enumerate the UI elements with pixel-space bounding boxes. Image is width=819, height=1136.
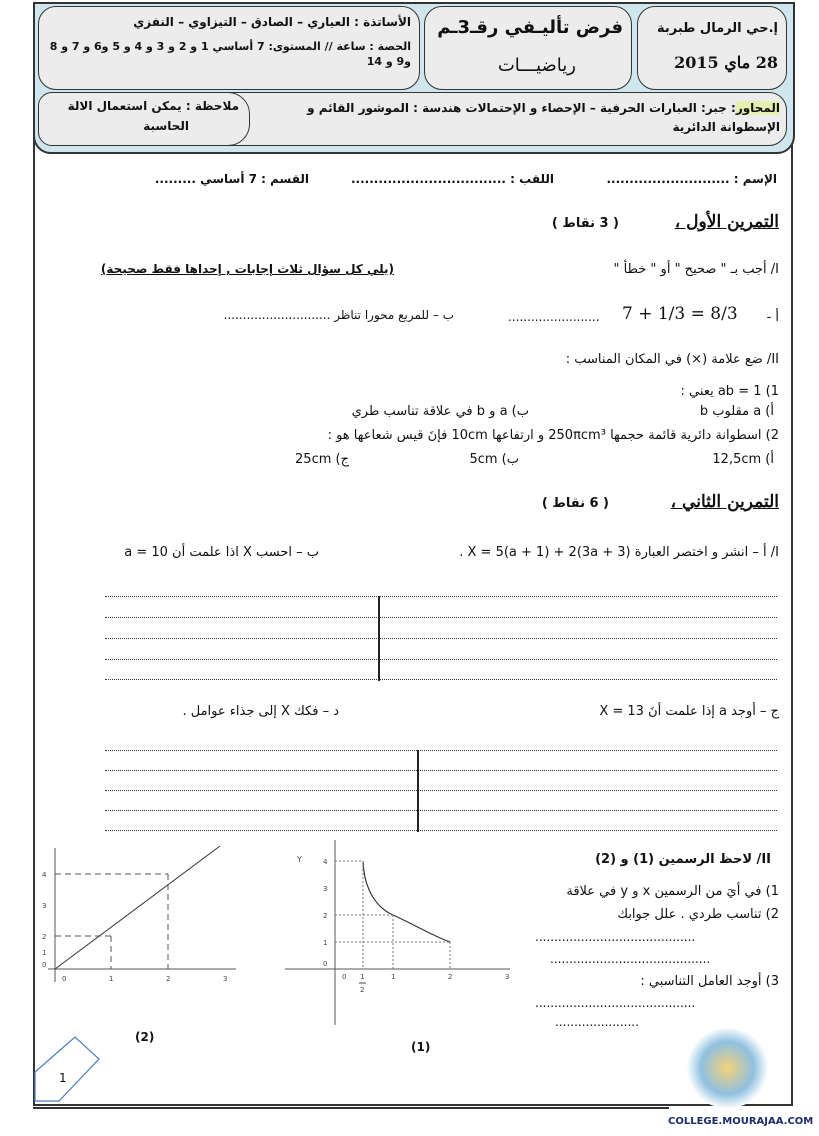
ex2-answer-1[interactable]: .......................................... [535,930,696,944]
ex2-answer-2[interactable]: .......................................... [550,952,711,966]
guide-lines [335,861,450,969]
ex1-points: ( 3 نقاط ) [551,216,619,231]
q2-option-a[interactable]: أ) 12,5cm [712,452,774,467]
site-url[interactable]: COLLEGE.MOURAJAA.COM [668,1116,814,1127]
y-axis-label: Y [297,855,302,864]
graph-1-inverse [285,840,515,1030]
q2-option-c[interactable]: ج) 25cm [295,452,349,467]
ex2-q2: 2) تناسب طردي . علل جوابك [617,907,779,922]
svg-text:1: 1 [323,939,328,947]
axes-text [260,99,780,137]
svg-text:1: 1 [360,973,365,981]
teachers: الأساتذة : العياري – الصادق – التيزاوي – النفزي [133,15,411,29]
ex2-q1: 1) في أيَ من الرسمين x و y في علاقة [566,884,779,899]
ex2-q-c: ج – أوجد a إذا علمت أنَ X = 13 [599,704,779,719]
ex1-part1-note: (يلي كل سؤال ثلاث إجابات , إحداها فقط صحيحة) [100,262,394,276]
svg-text:2: 2 [166,975,171,983]
graph-2-label: (2) [135,1030,155,1044]
q1: 1) ab = 1 يعني : [680,384,779,399]
svg-text:1: 1 [109,975,114,983]
svg-text:3: 3 [42,902,47,910]
svg-text:4: 4 [42,871,47,879]
school-box [637,6,787,90]
svg-text:1: 1 [391,973,396,981]
student-class-field[interactable]: القسم : 7 أساسي ......... [154,172,309,186]
ex1-title: التمرين الأول ، [674,212,779,232]
ex1-part2: II/ ضع علامة (×) في المكان المناسب : [565,352,779,367]
exam-title: فرض تأليـفي رقـ3ـم [437,17,623,38]
exam-subject: رياضيـــات [497,55,576,76]
note: ملاحظة : يمكن استعمال الالة [67,99,239,113]
svg-text:0: 0 [42,961,47,969]
ex2-q-a: I/ أ – انشر و اختصر العبارة X = 5(a + 1) + 2(3a + 3) . [459,545,779,560]
ex2-title: التمرين الثاني ، [670,492,779,512]
ex2-q-b: ب – احسب X اذا علمت أن a = 10 [124,545,319,560]
graph-1-label: (1) [411,1040,431,1054]
svg-text:2: 2 [448,973,453,981]
q-a-label: أ - [766,310,779,325]
session-level: الحصة : ساعة // المستوى: 7 أساسي 1 و 2 و 3 و 4 و 5 و6 و 7 و 8 و9 و 14 [49,40,411,68]
teachers-box [38,6,420,90]
student-name-field[interactable]: الإسم : ........................... [606,172,777,186]
q1-option-a[interactable]: أ) a مقلوب b [699,404,774,419]
curve-y-equals-2-over-x [363,861,450,942]
graph-2-linear [36,840,246,1020]
page-number-badge [33,1035,103,1105]
exam-date: 28 ماي 2015 [674,53,778,72]
ex2-q-d: د – فكك X إلى جذاء عوامل . [182,704,339,719]
q2: 2) اسطوانة دائرية قائمة حجمها 250πcm³ و ارتفاعها 10cm فإنَ قيس شعاعها هو : [327,428,779,443]
ex2-answer-4[interactable]: ...................... [555,1015,639,1029]
note-2: الحاسبة [143,119,189,133]
q-a-expression: 7 + 1/3 = 8/3 [622,304,738,324]
q-b[interactable]: ب – للمربع محورا تناظر ............................ [223,308,454,322]
q-a-answer[interactable]: ........................ [508,310,600,324]
tick-labels [42,871,227,983]
q2-option-b[interactable]: ب) 5cm [469,452,519,467]
q1-option-b[interactable]: ب) a و b في علاقة تناسب طري [351,404,529,419]
ex1-part1: I/ أجب بـ " صحيح " أو " خطأ " [613,262,779,277]
student-surname-field[interactable]: اللقب : .................................. [350,172,554,186]
svg-text:3: 3 [223,975,228,983]
svg-text:2: 2 [360,986,365,994]
title-box [424,6,632,90]
svg-text:1: 1 [42,949,47,957]
svg-text:3: 3 [505,973,510,981]
svg-text:0: 0 [323,960,328,968]
axes-content: : جبر: العبارات الحرفية – الإحصاء و الإحتمالات هندسة : الموشور القائم و الإسطوانة الدائرية [307,101,780,134]
svg-text:2: 2 [42,933,47,941]
ex2-points: ( 6 نقاط ) [541,496,609,511]
footer-rule [33,1107,669,1109]
svg-text:0: 0 [62,975,67,983]
page-number: 1 [59,1071,67,1085]
svg-text:2: 2 [323,912,328,920]
guide-lines [55,874,168,969]
axes-label: المحاور [735,101,780,115]
site-logo [685,1028,770,1108]
svg-text:0: 0 [342,973,347,981]
ex2-answer-3[interactable]: .......................................... [535,996,696,1010]
ex2-part2: II/ لاحظ الرسمين (1) و (2) [595,852,771,867]
ex2-q3: 3) أوجد العامل التناسبي : [640,974,779,989]
line-y-equals-2x [55,846,220,969]
svg-text:4: 4 [323,858,328,866]
svg-text:3: 3 [323,885,328,893]
note-box [38,92,250,146]
school-name: إ.حي الرمال طبربة [656,21,778,36]
